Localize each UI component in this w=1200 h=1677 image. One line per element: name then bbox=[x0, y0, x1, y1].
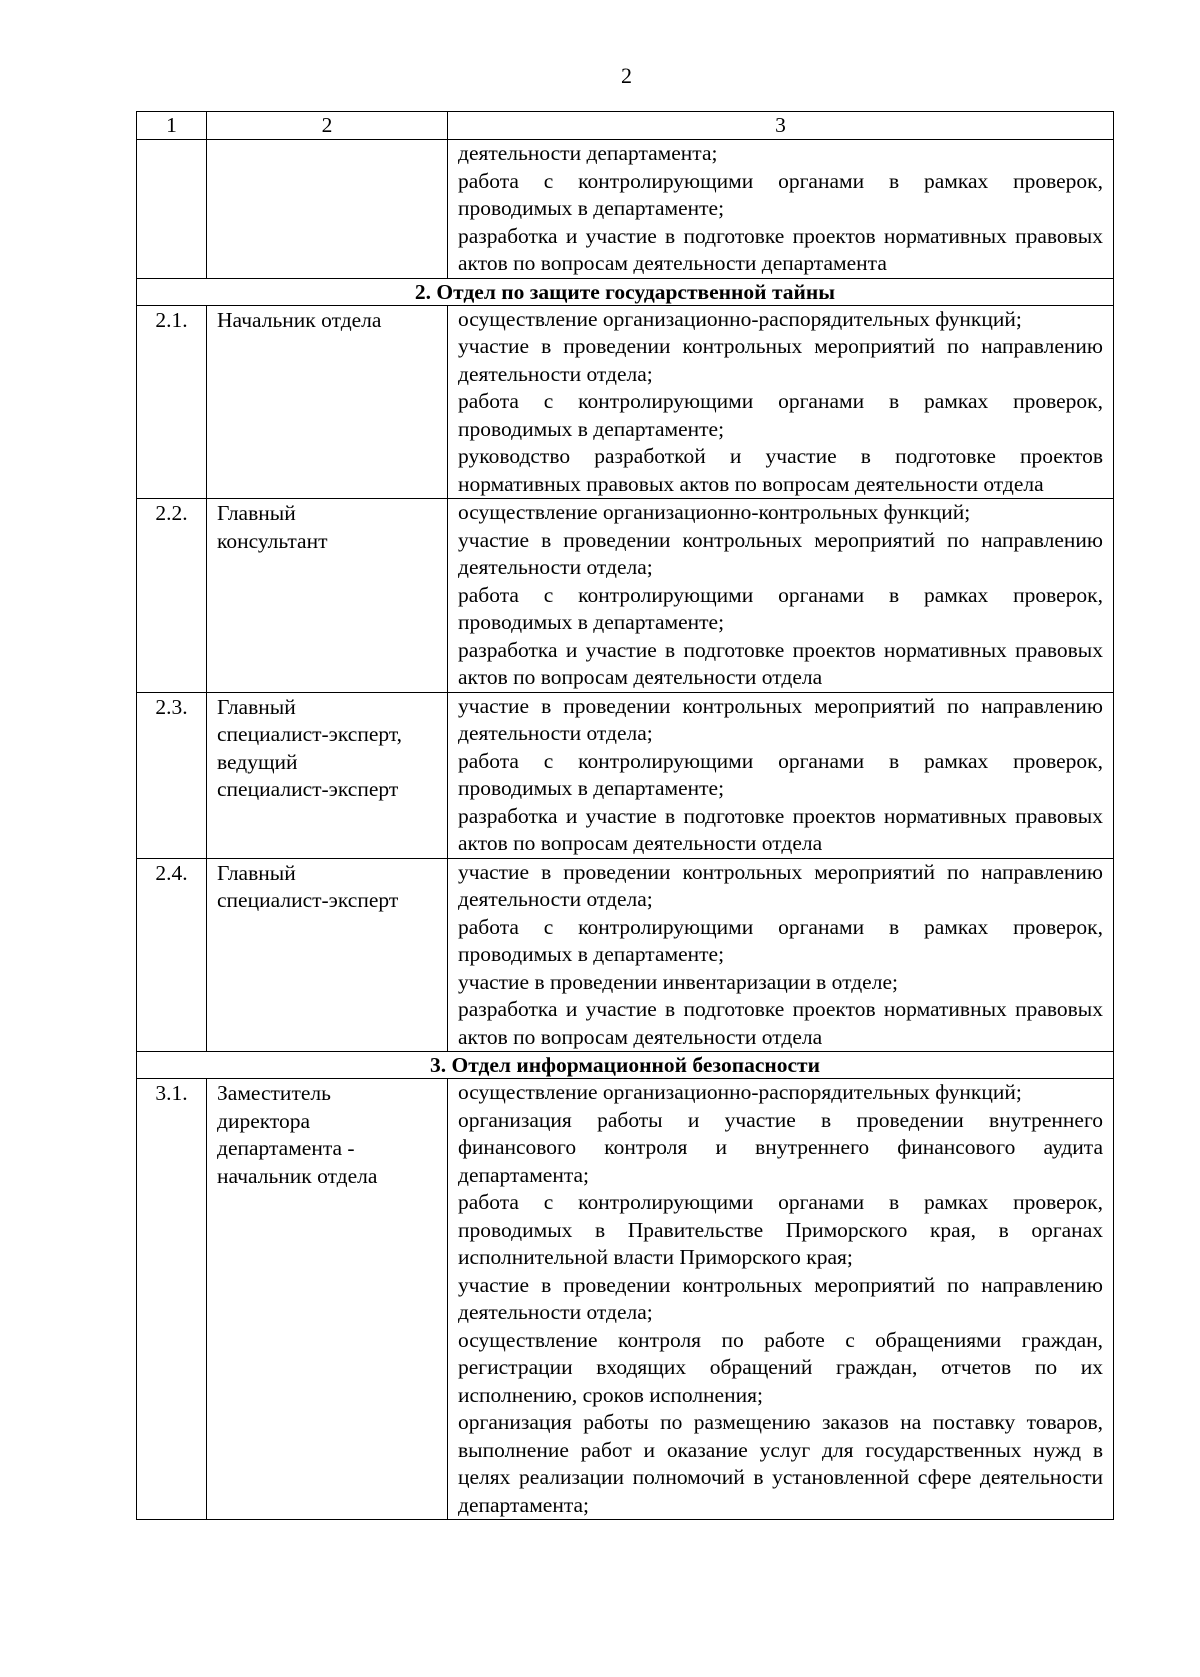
position-title: Главный bbox=[217, 860, 296, 885]
duty-item: участие в проведении инвентаризации в отделе; bbox=[458, 969, 898, 994]
row-number-cell bbox=[137, 140, 207, 279]
duty-item: участие в проведении контрольных мероприятий по направлению деятельности отдела; bbox=[458, 859, 1103, 911]
section-title: 3. Отдел информационной безопасности bbox=[137, 1052, 1114, 1079]
section-header-row bbox=[137, 1052, 1114, 1079]
table-row bbox=[137, 692, 1114, 858]
duty-item: участие в проведении контрольных мероприятий по направлению деятельности отдела; bbox=[458, 527, 1103, 579]
duty-item: руководство разработкой и участие в подготовке проектов нормативных правовых актов по вопросам деятельности отдела bbox=[458, 444, 1103, 496]
position-title: специалист-эксперт bbox=[217, 777, 399, 801]
duties-cell bbox=[448, 692, 1114, 858]
duty-item: работа с контролирующими органами в рамках проверок, проводимых в департаменте; bbox=[458, 582, 1103, 634]
position-title: директора bbox=[217, 1108, 311, 1133]
position-title: Главный bbox=[217, 501, 296, 525]
position-title: департамента - bbox=[217, 1136, 355, 1160]
duties-cell bbox=[448, 140, 1114, 279]
duty-item: разработка и участие в подготовке проектов нормативных правовых актов по вопросам деятельности департамента bbox=[458, 223, 1103, 275]
duty-item: осуществление организационно-распорядительных функций; bbox=[458, 1080, 1022, 1104]
duties-cell bbox=[448, 1079, 1114, 1520]
position-cell bbox=[207, 499, 448, 693]
page-number: 2 bbox=[621, 63, 632, 88]
row-number: 2.1. bbox=[137, 305, 207, 499]
duty-item: организация работы по размещению заказов на поставку товаров, выполнение работ и оказание услуг для государственных нужд в целях реализации полномочий в установленной сфере деятельности департамента; bbox=[458, 1410, 1103, 1517]
table-row bbox=[137, 1079, 1114, 1520]
position-title: ведущий bbox=[217, 749, 298, 774]
position-cell bbox=[207, 305, 448, 499]
row-number: 2.2. bbox=[137, 499, 207, 693]
column-header-1: 1 bbox=[137, 112, 207, 140]
position-title: консультант bbox=[217, 528, 328, 553]
section-header-row bbox=[137, 278, 1114, 305]
duty-item: осуществление контроля по работе с обращениями граждан, регистрации входящих обращений граждан, отчетов по их исполнению, сроков исполнения; bbox=[458, 1327, 1103, 1407]
position-title: Заместитель bbox=[217, 1081, 331, 1105]
position-cell bbox=[207, 1079, 448, 1520]
duty-item: участие в проведении контрольных мероприятий по направлению деятельности отдела; bbox=[458, 1272, 1103, 1324]
duty-item: участие в проведении контрольных мероприятий по направлению деятельности отдела; bbox=[458, 693, 1103, 745]
duty-item: разработка и участие в подготовке проектов нормативных правовых актов по вопросам деятельности отдела bbox=[458, 803, 1103, 855]
duty-item: работа с контролирующими органами в рамках проверок, проводимых в департаменте; bbox=[458, 389, 1103, 441]
duty-item: работа с контролирующими органами в рамках проверок, проводимых в департаменте; bbox=[458, 168, 1103, 220]
duty-item: работа с контролирующими органами в рамках проверок, проводимых в департаменте; bbox=[458, 748, 1103, 800]
row-number: 3.1. bbox=[137, 1079, 207, 1520]
row-number: 2.3. bbox=[137, 692, 207, 858]
duties-table bbox=[136, 111, 1114, 1520]
duties-cell bbox=[448, 858, 1114, 1052]
table-row bbox=[137, 858, 1114, 1052]
position-title: Главный bbox=[217, 694, 296, 719]
duty-item: разработка и участие в подготовке проектов нормативных правовых актов по вопросам деятельности отдела bbox=[458, 637, 1103, 689]
table-header-row bbox=[137, 112, 1114, 140]
table-row bbox=[137, 305, 1114, 499]
duties-cell bbox=[448, 305, 1114, 499]
table-row bbox=[137, 499, 1114, 693]
duty-item: работа с контролирующими органами в рамках проверок, проводимых в Правительстве Приморского края, в органах исполнительной власти Приморского края; bbox=[458, 1190, 1103, 1269]
duties-cell bbox=[448, 499, 1114, 693]
table-row bbox=[137, 140, 1114, 279]
duty-item: организация работы и участие в проведении внутреннего финансового контроля и внутреннего финансового аудита департамента; bbox=[458, 1107, 1103, 1187]
position-cell bbox=[207, 692, 448, 858]
duty-item: работа с контролирующими органами в рамках проверок, проводимых в департаменте; bbox=[458, 914, 1103, 966]
duty-item: участие в проведении контрольных мероприятий по направлению деятельности отдела; bbox=[458, 334, 1103, 386]
position-title: специалист-эксперт, bbox=[217, 722, 403, 746]
position-cell bbox=[207, 140, 448, 279]
position-title: специалист-эксперт bbox=[217, 888, 399, 912]
position-title: начальник отдела bbox=[217, 1163, 378, 1188]
column-header-2: 2 bbox=[207, 112, 448, 140]
duty-item: деятельности департамента; bbox=[458, 141, 718, 165]
row-number: 2.4. bbox=[137, 858, 207, 1052]
position-title: Начальник отдела bbox=[217, 307, 382, 332]
position-cell bbox=[207, 858, 448, 1052]
duty-item: разработка и участие в подготовке проектов нормативных правовых актов по вопросам деятельности отдела bbox=[458, 997, 1103, 1049]
column-header-3: 3 bbox=[448, 112, 1114, 140]
section-title: 2. Отдел по защите государственной тайны bbox=[137, 278, 1114, 305]
duty-item: осуществление организационно-распорядительных функций; bbox=[458, 306, 1022, 331]
duty-item: осуществление организационно-контрольных функций; bbox=[458, 500, 971, 524]
